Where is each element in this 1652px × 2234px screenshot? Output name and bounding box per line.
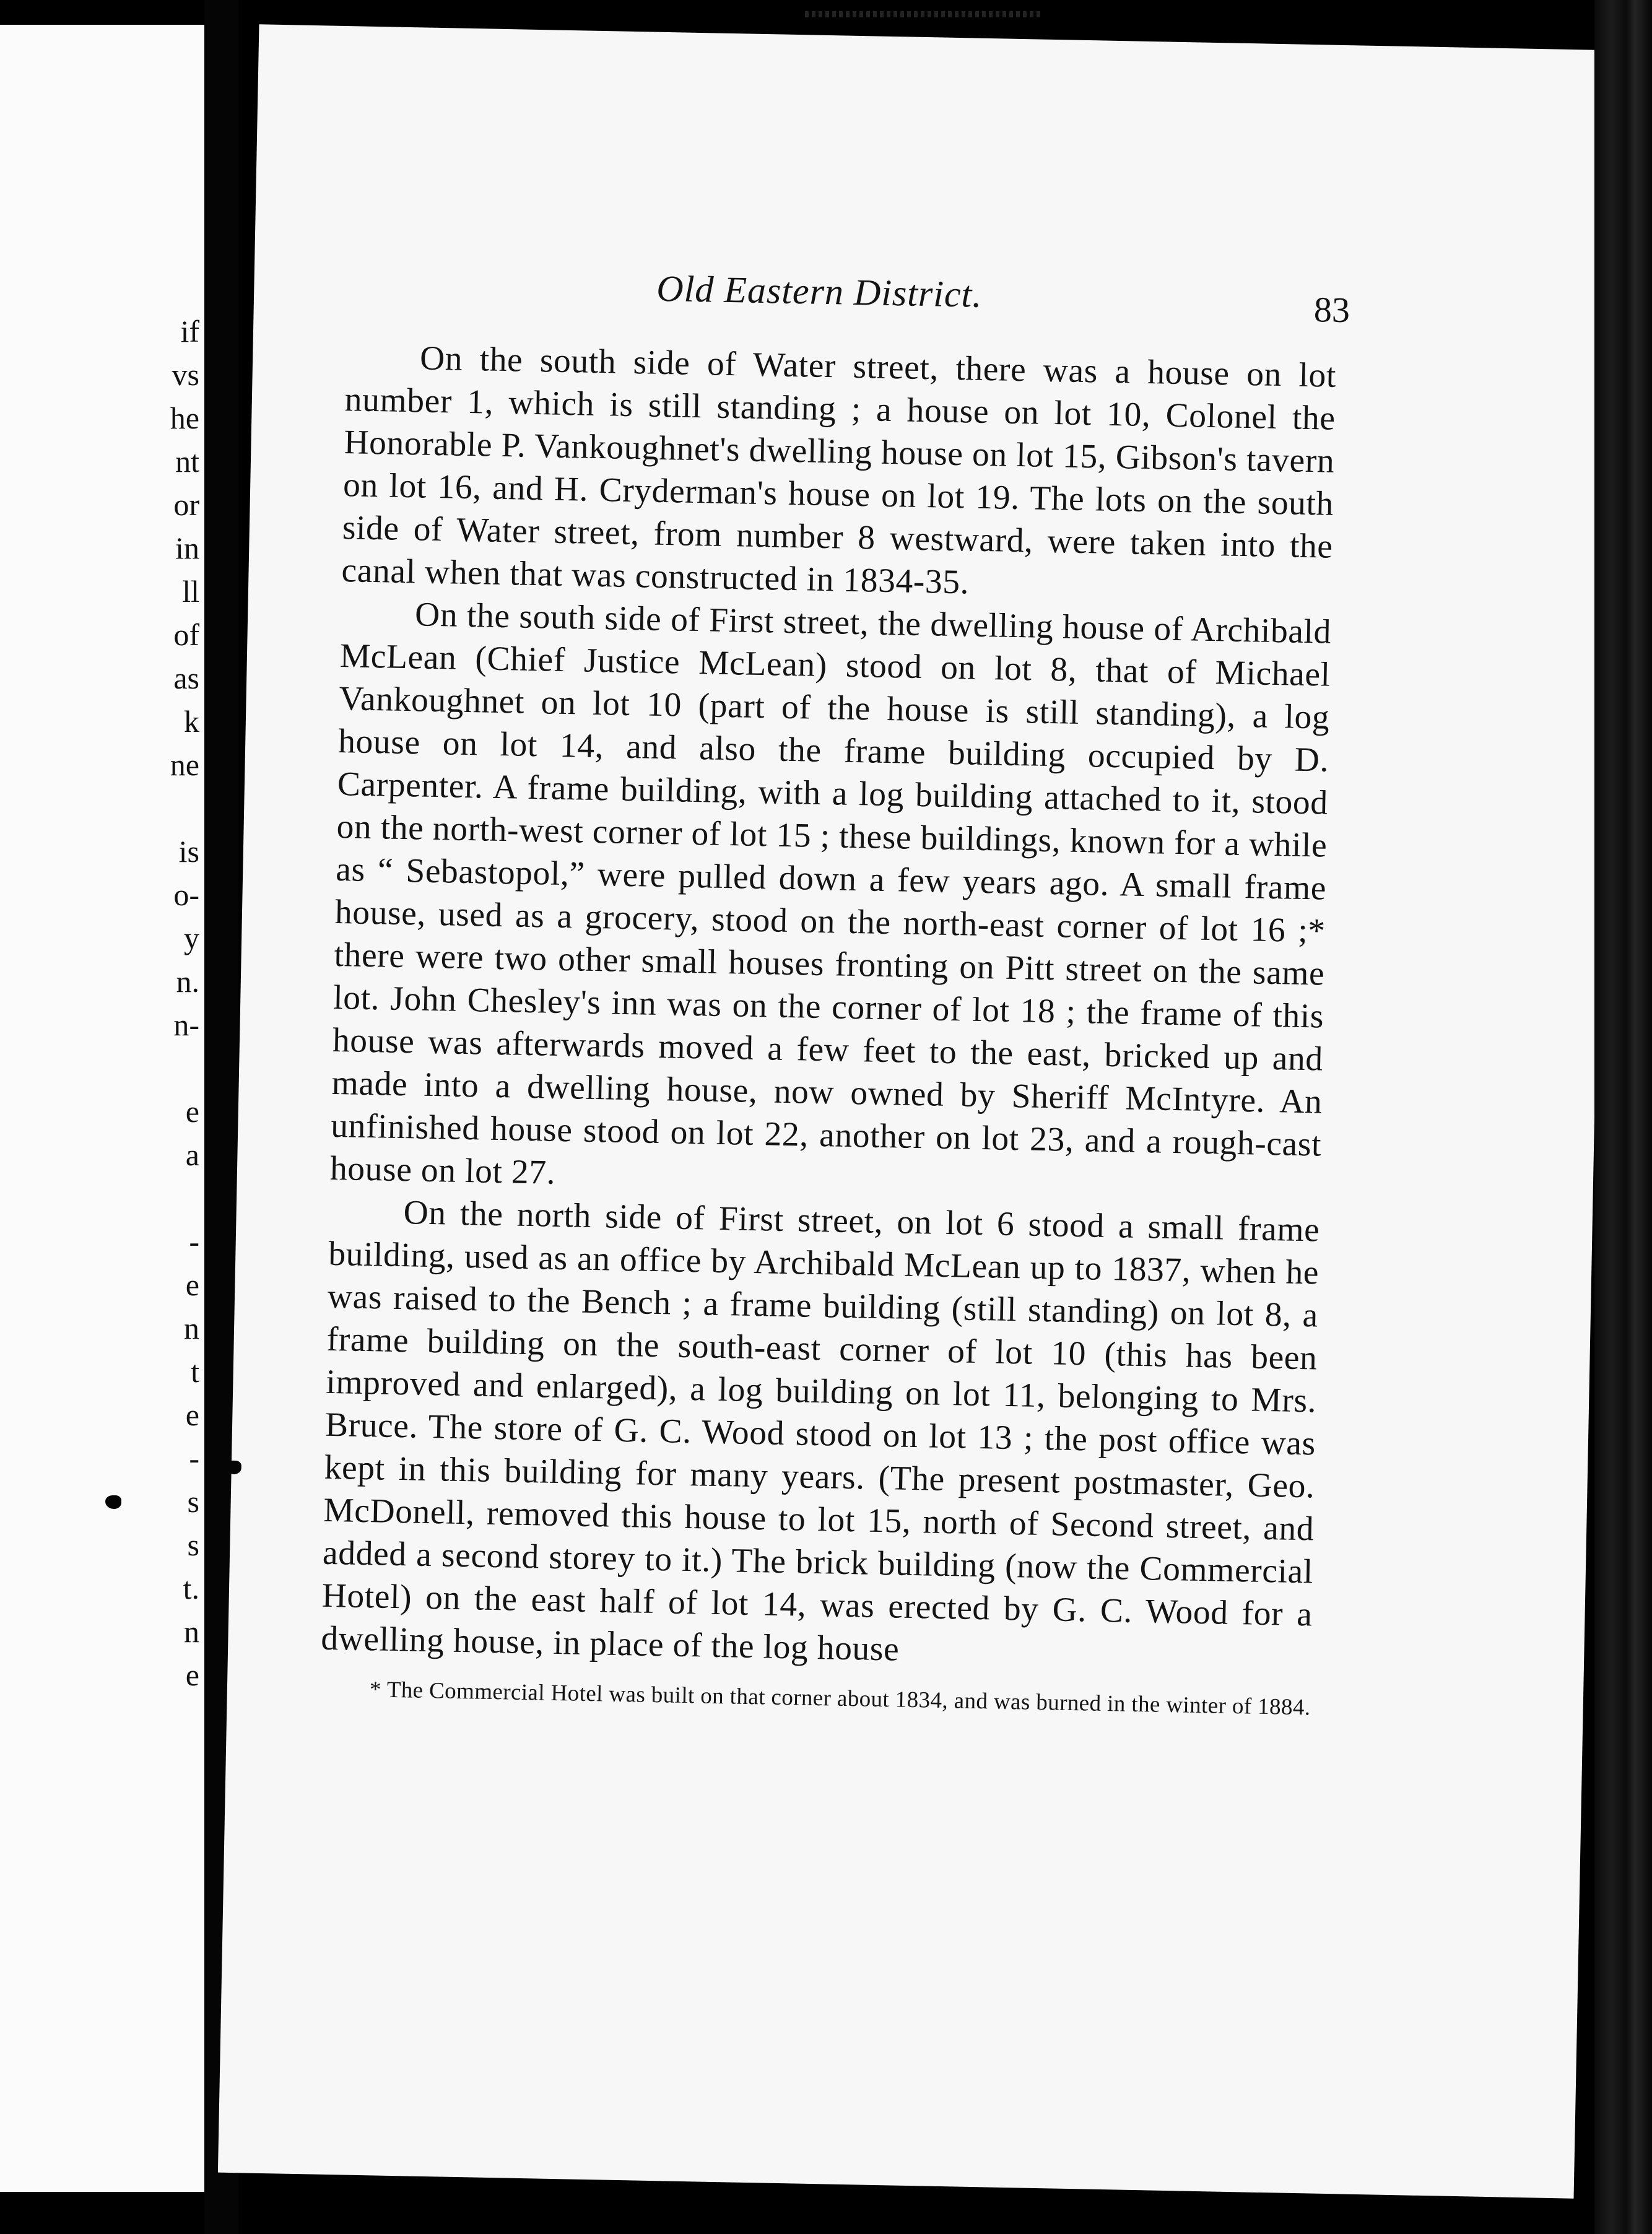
facing-page-word: or bbox=[173, 487, 199, 522]
facing-page-word: o- bbox=[173, 877, 199, 912]
facing-page-word: a bbox=[185, 1137, 199, 1172]
facing-page-word: nt bbox=[175, 444, 199, 479]
facing-page-word: e bbox=[185, 1094, 199, 1129]
book-fore-edge bbox=[1594, 0, 1652, 2234]
facing-page-word: k bbox=[184, 704, 199, 739]
facing-page-word: vs bbox=[172, 357, 199, 392]
footnote: * The Commercial Hotel was built on that corner about 1834, and was burned in the winter of 1884. bbox=[369, 1677, 1311, 1721]
book-page bbox=[218, 24, 1615, 2198]
facing-page-word: - bbox=[189, 1224, 199, 1259]
facing-page-word: in bbox=[175, 531, 199, 565]
page-number: 83 bbox=[1313, 289, 1350, 331]
facing-page-word: e bbox=[185, 1658, 199, 1692]
facing-page-word: ne bbox=[170, 747, 199, 782]
running-title: Old Eastern District. bbox=[656, 267, 983, 315]
facing-page-word: s bbox=[187, 1528, 199, 1562]
facing-page-word: n bbox=[184, 1311, 199, 1345]
facing-page-word: s bbox=[187, 1484, 199, 1519]
paragraph: On the south side of First street, the dwelling house of Archibald McLean (Chief Justice McLean) stood on lot 8, that of Michael Vankoughnet on lot 10 (part of the house is still standing), a log house on lot 14, and also the frame building occupied by D. Carpenter. A frame building, with a log building attached to it, stood on the north-west corner of lot 15 ; these buildings, known for a while as “ Sebastopol,” were pulled down a few years ago. A small frame house, used as a grocery, stood on the north-east corner of lot 16 ;* there were two other small houses fronting on Pitt street on the same lot. John Chesley's inn was on the corner of lot 18 ; the frame of this house was afterwards moved a few feet to the east, bricked up and made into a dwelling house, now owned by Sheriff McIntyre. An unfinished house stood on lot 22, another on lot 23, and a rough-cast house on lot 27. bbox=[329, 596, 1332, 1192]
facing-page-word: t. bbox=[183, 1571, 199, 1606]
facing-page-word: n- bbox=[173, 1007, 199, 1042]
edge-marks bbox=[805, 11, 1040, 17]
ink-spot bbox=[225, 1461, 241, 1474]
facing-page-word: y bbox=[184, 921, 199, 955]
facing-page-word: n bbox=[184, 1614, 199, 1649]
facing-page-word: of bbox=[173, 617, 199, 652]
page-content bbox=[320, 261, 1350, 1722]
facing-page-word: as bbox=[173, 661, 199, 695]
running-head bbox=[346, 261, 1350, 336]
facing-page-word: he bbox=[170, 401, 199, 435]
facing-page-word: e bbox=[185, 1397, 199, 1432]
facing-page-fragment bbox=[0, 25, 204, 2192]
body-text bbox=[321, 336, 1337, 1679]
facing-page-word: t bbox=[191, 1354, 199, 1389]
facing-page-word: n. bbox=[176, 964, 199, 999]
paragraph: On the north side of First street, on lot 6 stood a small frame building, used as an office by Archibald McLean up to 1837, when he was raised to the Bench ; a frame building (still standing) on lot 8, a frame building on the south-east corner of lot 10 (this has been improved and enlarged), a log building on lot 11, belonging to Mrs. Bruce. The store of G. C. Wood stood on lot 13 ; the post office was kept in this building for many years. (The present postmaster, Geo. McDonell, removed this house to lot 15, north of Second street, and added a second storey to it.) The brick building (now the Commercial Hotel) on the east half of lot 14, was erected by G. C. Wood for a dwelling house, in place of the log house bbox=[320, 1194, 1321, 1669]
facing-page-word: e bbox=[185, 1267, 199, 1302]
facing-page-word: - bbox=[189, 1441, 199, 1476]
ink-spot bbox=[105, 1495, 121, 1509]
facing-page-word: if bbox=[180, 314, 199, 349]
facing-page-word: is bbox=[178, 834, 199, 869]
facing-page-word: ll bbox=[182, 574, 199, 609]
paragraph: On the south side of Water street, there was a house on lot number 1, which is still standing ; a house on lot 10, Colonel the Honorable P. Vankoughnet's dwelling house on lot 15, Gibson's tavern on lot 16, and H. Cryderman's house on lot 19. The lots on the south side of Water street, from number 8 westward, were taken into the canal when that was constructed in 1834-35. bbox=[341, 339, 1337, 602]
